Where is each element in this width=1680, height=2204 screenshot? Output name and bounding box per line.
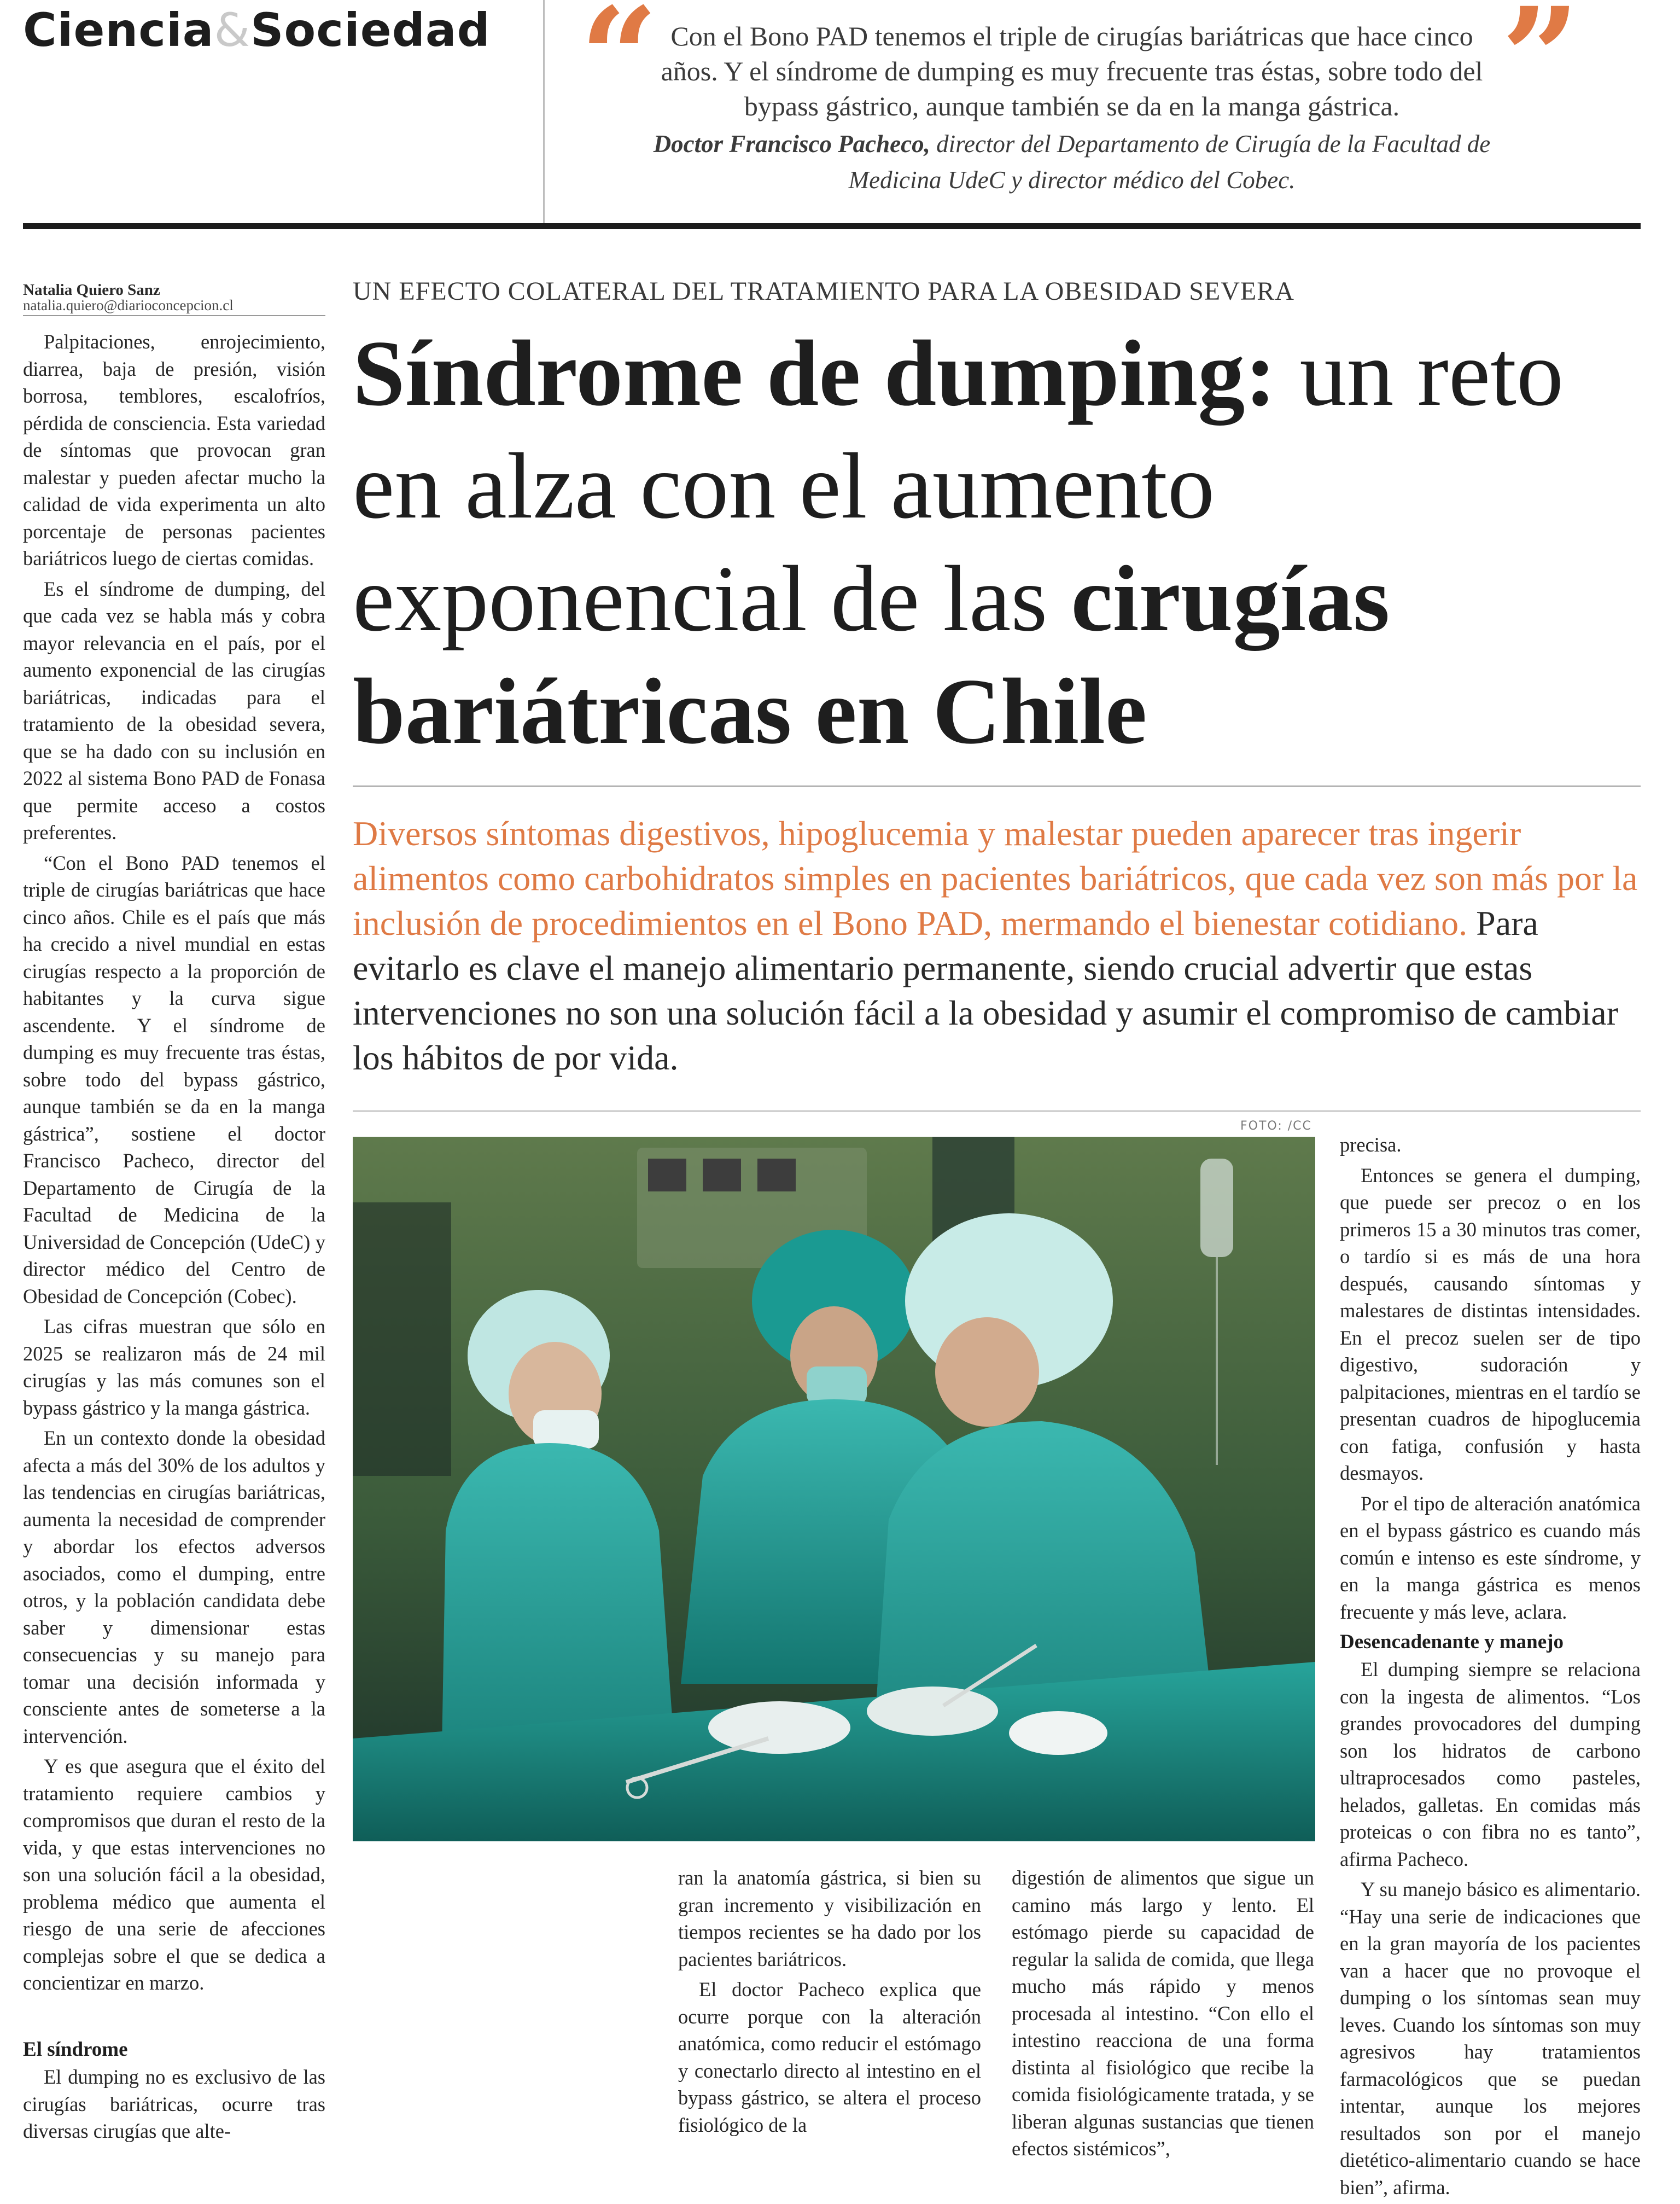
header-divider <box>543 0 545 224</box>
pull-quote-attribution <box>645 126 1498 198</box>
headline-bold-2: cirugías bariátricas en Chile <box>353 547 1390 764</box>
attribution-role: director del Departamento de Cirugía de la Facultad de Medicina UdeC y director médico del Cobec. <box>848 130 1491 194</box>
column-1 <box>23 328 325 2177</box>
pull-quote: Con el Bono PAD tenemos el triple de cirugías bariátricas que hace cinco años. Y el síndrome de dumping es muy frecuente tras éstas, sobre todo del bypass gástrico, aunque también se da en la manga gástrica. <box>661 21 1483 121</box>
paragraph: digestión de alimentos que sigue un camino más largo y lento. El estómago pierde su capacidad de regular la salida de comida, que llega mucho más rápido y menos procesada al intestino. “Con ello el intestino reacciona de una forma distinta al fisiológico que recibe la comida fisiológicamente tratada, y se liberan algunas sustancias que tienen efectos sistémicos”, <box>1012 1866 1314 2160</box>
paragraph: precisa. <box>1340 1133 1402 1156</box>
header-rule <box>23 223 1641 229</box>
paragraph: ran la anatomía gástrica, si bien su gran incremento y visibilización en tiempos recientes se ha dado por los pacientes bariátricos. <box>678 1866 981 1970</box>
headline-bold-1: Síndrome de dumping: <box>353 322 1276 426</box>
surgery-photo <box>353 1137 1315 1841</box>
column-3 <box>1012 1864 1314 2166</box>
column-1-subsection <box>23 2036 325 2148</box>
paragraph: Y es que asegura que el éxito del tratamiento requiere cambios y compromisos que duran el resto de la vida, y que estas intervenciones no son una solución fácil a la obesidad, problema médico que aumenta el riesgo de una serie de afecciones complejas sobre el que se dedica a concientizar en marzo. <box>23 1755 325 1994</box>
author-name: Natalia Quiero Sanz <box>23 281 160 299</box>
author-email[interactable]: natalia.quiero@diarioconcepcion.cl <box>23 297 234 313</box>
paragraph: Las cifras muestran que sólo en 2025 se realizaron más de 24 mil cirugías y las más comunes son el bypass gástrico y la manga gástrica. <box>23 1315 325 1419</box>
paragraph: El dumping no es exclusivo de las cirugías bariátricas, ocurre tras diversas cirugías que alte- <box>23 2066 325 2142</box>
column-4 <box>1340 1131 1641 2204</box>
close-quote-icon: ” <box>1501 0 1580 138</box>
subhead-desencadenante: Desencadenante y manejo <box>1340 1631 1564 1653</box>
paragraph: El doctor Pacheco explica que ocurre porque con la alteración anatómica, como reducir el estómago y conectarlo directo al intestino en el bypass gástrico, se altera el proceso fisiológico de la <box>678 1978 981 2136</box>
paragraph: En un contexto donde la obesidad afecta a más del 30% de los adultos y las tendencias en cirugías bariátricas, aumenta la necesidad de comprender y abordar los efectos adversos asociados, como el dumping, entre otros, y la población candidata debe saber y dimensionar estas consecuencias y su manejo para tomar una decisión informada y consciente antes de someterse a la intervención. <box>23 1427 325 1747</box>
headline <box>353 317 1654 768</box>
paragraph: Palpitaciones, enrojecimiento, diarrea, baja de presión, visión borrosa, temblores, escalofríos, pérdida de consciencia. Esta variedad de síntomas que provocan gran malestar y pueden afectar mucho la calidad de vida experimenta un alto porcentaje de personas pacientes bariátricos luego de ciertas comidas. <box>23 330 325 569</box>
open-quote-icon: “ <box>580 0 658 138</box>
lead-text: Para evitarlo es clave el manejo alimentario permanente, siendo crucial advertir que estas intervenciones no son una solución fácil a la obesidad y asumir el compromiso de cambiar los hábitos de por vida. <box>353 904 1618 1077</box>
paragraph: Entonces se genera el dumping, que puede ser precoz o en los primeros 15 a 30 minutos tras comer, o tardío si es más de una hora después, causando síntomas y malestares de distintas intensidades. En el precoz suelen ser de tipo digestivo, sudoración y palpitaciones, mientras en el tardío se presentan cuadros de hipoglucemia con fatiga, confusión y hasta desmayos. <box>1340 1164 1641 1484</box>
subhead-el-sindrome: El síndrome <box>23 2038 128 2061</box>
section-title: Ciencia&Sociedad <box>23 3 491 57</box>
paragraph: El dumping siempre se relaciona con la ingesta de alimentos. “Los grandes provocadores del dumping son los hidratos de carbono ultraprocesados como pasteles, helados, galletas. En comidas más proteicas o con fibra no es tanto”, afirma Pacheco. <box>1340 1658 1641 1870</box>
photo-credit: FOTO: /CC <box>1240 1119 1312 1133</box>
kicker: UN EFECTO COLATERAL DEL TRATAMIENTO PARA LA OBESIDAD SEVERA <box>353 277 1294 306</box>
lead-highlight: Diversos síntomas digestivos, hipoglucemia y malestar pueden aparecer tras ingerir alimentos como carbohidratos simples en pacientes bariátricos, que cada vez son más por la inclusión de procedimientos en el Bono PAD, mermando el bienestar cotidiano. <box>353 814 1638 943</box>
paragraph: Y su manejo básico es alimentario. “Hay una serie de indicaciones que en la gran mayoría de los pacientes van a hacer que no provoque el dumping o los síntomas sean muy leves. Cuando los síntomas son muy agresivos hay tratamientos farmacológicos que se puedan intentar, aunque los mejores resultados son por el manejo dietético-alimentario cuando se hace bien”, afirma. <box>1340 1878 1641 2199</box>
paragraph: Es el síndrome de dumping, del que cada vez se habla más y cobra mayor relevancia en el país, por el aumento exponencial de las cirugías bariátricas, indicadas para el tratamiento de la obesidad severa, que se ha dado con su inclusión en 2022 al sistema Bono PAD de Fonasa que permite acceso a costos preferentes. <box>23 577 325 844</box>
surgery-illustration <box>353 1137 1315 1841</box>
paragraph: “Con el Bono PAD tenemos el triple de cirugías bariátricas que hace cinco años. Chile es el país que más ha crecido a nivel mundial en estas cirugías respecto a la proporción de habitantes y la curva sigue ascendente. Y el síndrome de dumping es muy frecuente tras éstas, sobre todo del bypass gástrico, aunque también se da en la manga gástrica”, sostiene el doctor Francisco Pacheco, director del Departamento de Cirugía de la Facultad de Medicina de la Universidad de Concepción (UdeC) y director médico del Centro de Obesidad de Concepción (Cobec). <box>23 851 325 1307</box>
lead-rule <box>353 1110 1641 1112</box>
lead-paragraph <box>353 811 1643 1080</box>
paragraph: Por el tipo de alteración anatómica en el bypass gástrico es cuando más común e intenso es este síndrome, y en la manga gástrica es menos frecuente y más leve, aclara. <box>1340 1492 1641 1623</box>
column-2 <box>678 1864 981 2142</box>
byline-rule <box>23 315 325 316</box>
title-rule <box>353 786 1641 787</box>
headline-regular: un reto en alza con el aumento exponencial de las <box>353 322 1564 651</box>
attribution-name: Doctor Francisco Pacheco, <box>653 130 930 158</box>
